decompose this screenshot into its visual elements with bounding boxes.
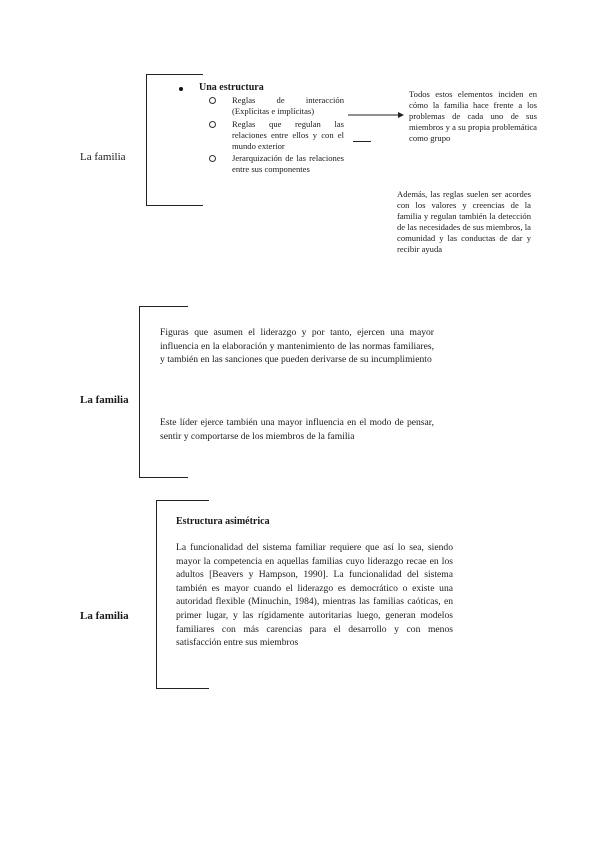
list-item: Reglas de interacción (Explícitas e implícitas)	[232, 95, 344, 117]
bullet-dot-icon	[179, 87, 183, 91]
section3-title: Estructura asimétrica	[176, 516, 270, 527]
list-item: Jerarquización de las relaciones entre sus componentes	[232, 153, 344, 175]
section2-paragraph1: Figuras que asumen el liderazgo y por tanto, ejercen una mayor influencia en la elaboración y mantenimiento de las normas familiares, y también en las sanciones que pueden derivarse de su incumplimiento	[160, 327, 434, 365]
section3-label: La familia	[80, 610, 129, 622]
list-item: Reglas que regulan las relaciones entre ellos y con el mundo exterior	[232, 119, 344, 152]
section1-label: La familia	[80, 151, 126, 163]
section1-note-right: Todos estos elementos inciden en cómo la familia hace frente a los problemas de cada uno de sus miembros y a su propia problemática como grupo	[409, 89, 537, 143]
connector-line	[353, 141, 371, 142]
circle-bullet-icon	[209, 121, 216, 128]
circle-bullet-icon	[209, 97, 216, 104]
section2-paragraph2: Este líder ejerce también una mayor influencia en el modo de pensar, sentir y comportarse de los miembros de la familia	[160, 417, 434, 442]
section1-note-below: Además, las reglas suelen ser acordes con los valores y creencias de la familia y regulan también la detección de las necesidades de sus miembros, la comunidad y las conductas de dar y recibir ayuda	[397, 189, 531, 254]
arrow-icon	[348, 111, 404, 119]
section2-label: La familia	[80, 394, 129, 406]
section3-paragraph: La funcionalidad del sistema familiar requiere que así lo sea, siendo mayor la competencia en aquellas familias cuyo liderazgo recae en los adultos [Beavers y Hampson, 1990]. La funcionalidad del sistema también es mayor cuando el liderazgo es democrático o existe una autoridad flexible (Minuchin, 1984), mientras las familias caóticas, en primer lugar, y las rígidamente autoritarias luego, generan modelos familiares con más carencias para el desarrollo y con menos satisfacción entre sus miembros	[176, 542, 453, 649]
section1-bullet-title: Una estructura	[199, 82, 264, 93]
section1-bracket	[146, 74, 203, 206]
section1-sub-list	[232, 95, 344, 175]
circle-bullet-icon	[209, 155, 216, 162]
